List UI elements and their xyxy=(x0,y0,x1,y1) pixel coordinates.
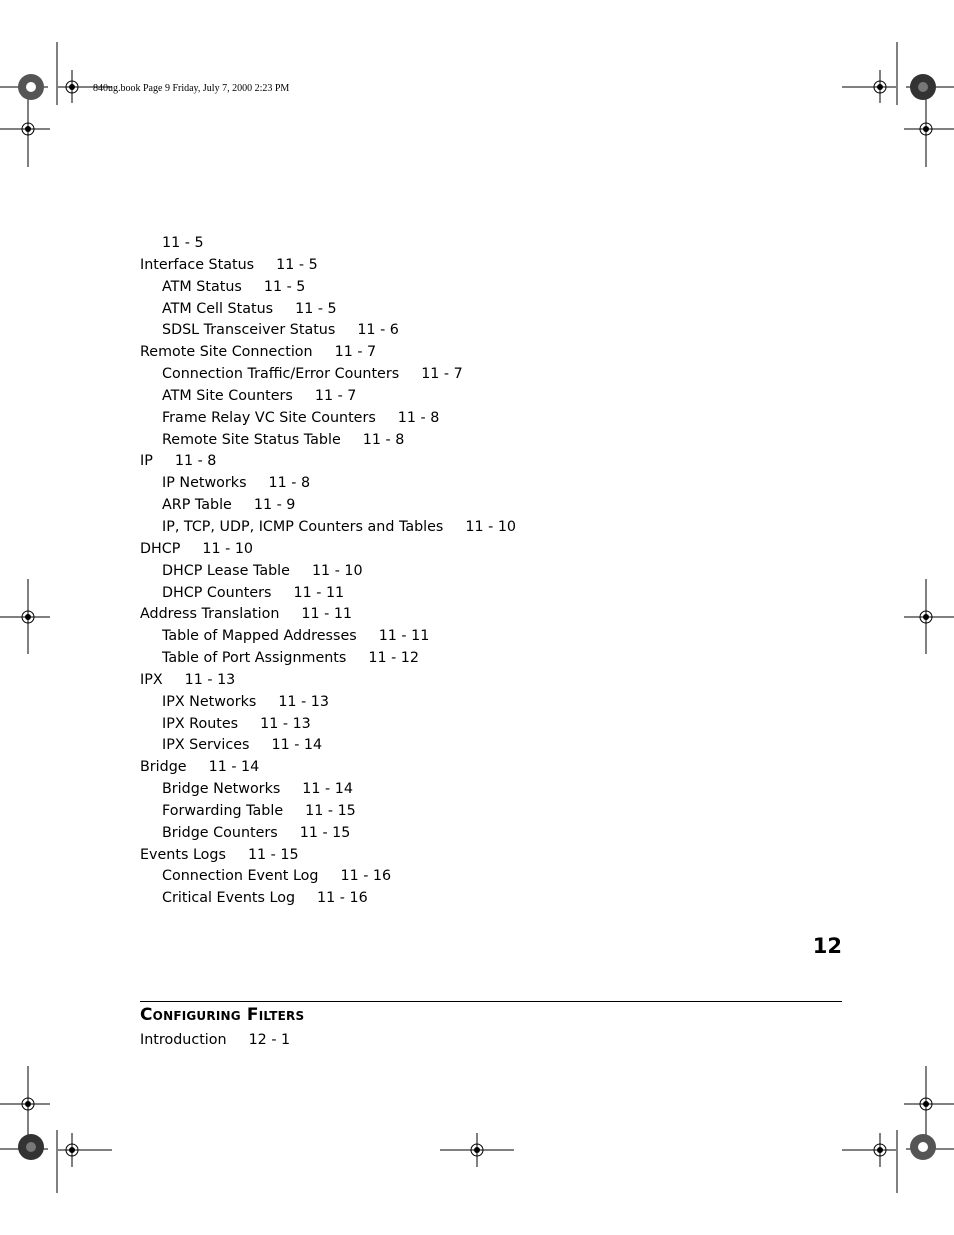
toc-entry-page: 11 - 7 xyxy=(314,387,357,404)
toc-entry-label: ATM Cell Status xyxy=(162,300,274,317)
toc-entry-label: Interface Status xyxy=(140,256,255,273)
toc-entry-label: IPX Routes xyxy=(162,715,239,732)
toc-entry-page: 11 - 10 xyxy=(311,562,363,579)
toc-entry[interactable] xyxy=(140,386,840,408)
toc-entry[interactable] xyxy=(140,255,840,277)
toc-entry[interactable] xyxy=(140,670,840,692)
toc-entry-label: Critical Events Log xyxy=(162,890,296,907)
toc-entry[interactable] xyxy=(140,517,840,539)
toc-entry-label: IP xyxy=(140,453,153,470)
toc-entry-page: 11 - 16 xyxy=(317,890,368,907)
toc-entry[interactable] xyxy=(140,495,840,517)
toc-entry-page: 11 - 8 xyxy=(174,453,217,470)
toc-entry-page: 11 - 8 xyxy=(397,409,440,426)
toc-entry-page: 11 - 7 xyxy=(334,344,377,361)
toc-entry-page: 11 - 13 xyxy=(278,693,329,710)
toc-entry-label: Table of Port Assignments xyxy=(162,650,347,667)
toc-entry[interactable] xyxy=(140,888,840,910)
toc-entry[interactable] xyxy=(140,561,840,583)
toc-entry[interactable] xyxy=(140,648,840,670)
toc-entry-label: Frame Relay VC Site Counters xyxy=(162,409,376,426)
toc-entry-page: 11 - 10 xyxy=(465,518,517,535)
toc-entry[interactable] xyxy=(140,845,840,867)
toc-entry-page: 11 - 8 xyxy=(268,475,311,492)
toc-entry-label: IP, TCP, UDP, ICMP Counters and Tables xyxy=(162,518,444,535)
toc-entry[interactable] xyxy=(140,866,840,888)
toc-entry[interactable] xyxy=(140,539,840,561)
toc-entry-page: 11 - 14 xyxy=(302,781,353,798)
toc-entry-label: Connection Traffic/Error Counters xyxy=(162,366,400,383)
toc-entry-label: Remote Site Status Table xyxy=(162,431,341,448)
toc-entry[interactable] xyxy=(140,692,840,714)
toc-entry-label: Remote Site Connection xyxy=(140,344,313,361)
toc-entry[interactable] xyxy=(140,604,840,626)
print-header-stamp: 840ug.book Page 9 Friday, July 7, 2000 2:23 PM xyxy=(93,83,290,94)
toc-list xyxy=(140,233,840,910)
chapter-title[interactable]: Configuring Filters xyxy=(140,1005,305,1025)
toc-entry-page: 12 - 1 xyxy=(248,1032,291,1048)
toc-entry-page: 11 - 15 xyxy=(299,824,351,841)
toc-entry[interactable] xyxy=(140,583,840,605)
toc-entry-label: Bridge Networks xyxy=(162,781,281,798)
toc-entry-page: 11 - 11 xyxy=(293,584,345,601)
toc-entry-label: SDSL Transceiver Status xyxy=(162,322,336,339)
toc-entry-label: Introduction xyxy=(140,1032,227,1048)
toc-entry-label: ARP Table xyxy=(162,497,232,514)
toc-entry[interactable] xyxy=(140,473,840,495)
toc-entry[interactable] xyxy=(140,408,840,430)
toc-entry-label: IPX Networks xyxy=(162,693,257,710)
toc-entry[interactable] xyxy=(140,735,840,757)
toc-entry-page: 11 - 15 xyxy=(305,802,356,819)
toc-entry[interactable] xyxy=(140,233,840,255)
toc-entry-label: DHCP Lease Table xyxy=(162,562,290,579)
toc-entry[interactable] xyxy=(140,451,840,473)
toc-entry-label: Address Translation xyxy=(140,606,280,623)
toc-entry-label: Events Logs xyxy=(140,846,226,863)
toc-entry-label: Connection Event Log xyxy=(162,868,319,885)
toc-entry-label: IPX xyxy=(140,671,163,688)
toc-entry-label: IP Networks xyxy=(162,475,247,492)
toc-entry-label: Bridge Counters xyxy=(162,824,278,841)
toc-entry[interactable] xyxy=(140,430,840,452)
toc-entry[interactable] xyxy=(140,342,840,364)
toc-entry-page: 11 - 15 xyxy=(247,846,299,863)
chapter-rule xyxy=(140,1001,842,1002)
toc-entry-page: 11 - 9 xyxy=(253,497,296,514)
toc-entry-page: 11 - 7 xyxy=(421,366,463,383)
toc-entry-page: 11 - 11 xyxy=(301,606,353,623)
toc-entry-page: 11 - 5 xyxy=(295,300,337,317)
toc-entry[interactable] xyxy=(140,714,840,736)
toc-entry-page: 11 - 5 xyxy=(276,256,318,273)
toc-entry[interactable] xyxy=(140,823,840,845)
toc-entry-label: ATM Status xyxy=(162,278,242,295)
toc-entry-page: 11 - 14 xyxy=(271,737,323,754)
toc-entry-label: Forwarding Table xyxy=(162,802,284,819)
toc-entry-page: 11 - 5 xyxy=(162,235,204,251)
toc-entry-page: 11 - 14 xyxy=(208,759,260,776)
toc-entry[interactable] xyxy=(140,779,840,801)
toc-entry-page: 11 - 13 xyxy=(184,671,236,688)
toc-entry[interactable] xyxy=(140,757,840,779)
toc-entry-page: 11 - 16 xyxy=(340,868,392,885)
toc-entry-page: 11 - 6 xyxy=(357,322,399,339)
toc-entry[interactable] xyxy=(140,299,840,321)
toc-entry-label: IPX Services xyxy=(162,737,250,754)
toc-entry-page: 11 - 8 xyxy=(362,431,405,448)
toc-entry-label: ATM Site Counters xyxy=(162,387,293,404)
toc-entry-page: 11 - 5 xyxy=(263,278,306,295)
toc-entry[interactable] xyxy=(140,277,840,299)
toc-entry-page: 11 - 11 xyxy=(378,628,430,645)
toc-entry-page: 11 - 12 xyxy=(368,650,419,667)
toc-entry-label: Table of Mapped Addresses xyxy=(162,628,357,645)
toc-entry-introduction[interactable] xyxy=(140,1032,290,1048)
toc-entry[interactable] xyxy=(140,320,840,342)
toc-entry[interactable] xyxy=(140,626,840,648)
toc-entry-label: DHCP Counters xyxy=(162,584,272,601)
toc-entry-page: 11 - 10 xyxy=(202,540,254,557)
toc-entry-label: DHCP xyxy=(140,540,181,557)
toc-entry-page: 11 - 13 xyxy=(260,715,311,732)
toc-entry-label: Bridge xyxy=(140,759,187,776)
chapter-number: 12 xyxy=(812,934,842,958)
toc-entry[interactable] xyxy=(140,364,840,386)
toc-entry[interactable] xyxy=(140,801,840,823)
